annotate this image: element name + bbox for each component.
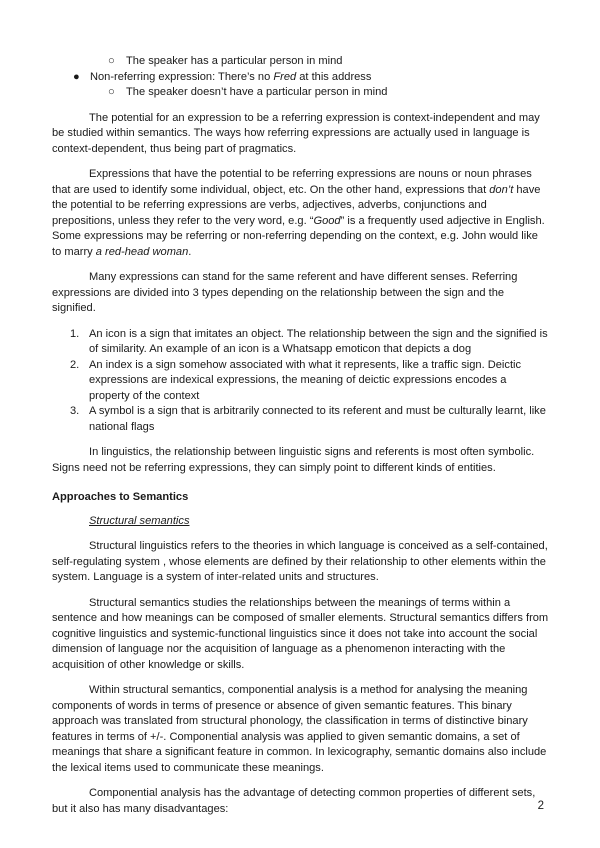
- list-item-text: An icon is a sign that imitates an object. The relationship between the sign and the signified is of similarity. An example of an icon is a Whatsapp emoticon that depicts a dog: [89, 327, 548, 355]
- emphasis-text: don’t: [489, 183, 514, 196]
- list-number: 3.: [70, 405, 80, 417]
- numbered-list-item: [52, 404, 549, 435]
- bullet-item: [52, 70, 549, 86]
- emphasis-text: a red-head woman: [95, 245, 189, 258]
- sub-bullet-text: The speaker has a particular person in mind: [126, 55, 343, 67]
- page-content: [52, 54, 549, 817]
- circle-bullet-icon: ○: [108, 55, 115, 67]
- section-heading: Approaches to Semantics: [52, 491, 189, 503]
- numbered-list: [52, 327, 549, 436]
- paragraph-text: Expressions that have the potential to be referring expressions are nouns or noun phrases that are used to identify some individual, object, etc. On the other hand, expressions that: [52, 168, 532, 196]
- paragraph-symbolic-signs: In linguistics, the relationship between linguistic signs and referents is most often symbolic. Signs need not be referring expressions, they can simply point to different kinds of entities.: [52, 446, 535, 474]
- paragraph-referring-potential: [52, 167, 549, 260]
- paragraph-structural-linguistics: Structural linguistics refers to the theories in which language is conceived as a self-contained, self-regulating system , whose elements are defined by their relationship to other elements within the system. Language is a system of inter-related units and structures.: [52, 540, 548, 583]
- dot-bullet-icon: ●: [73, 70, 80, 83]
- paragraph-text: ” is a frequently used adjective in English. Some expressions may be referring or non-referring depending on the context, e.g. John would like to marry: [52, 214, 545, 258]
- paragraph-structural-semantics: Structural semantics studies the relationships between the meanings of terms within a sentence and how meanings can be composed of smaller elements. Structural semantics differs from cognitive linguistics and systemic-functional linguistics since it does not take into account the social dimension of language nor the acquisition of language as a phenomenon interacting with the acquisition of other knowledge or skills.: [52, 596, 549, 671]
- list-item-text: A symbol is a sign that is arbitrarily connected to its referent and must be culturally learnt, like national flags: [89, 405, 546, 433]
- bullet-text-emphasis: Fred: [273, 70, 297, 83]
- sub-bullet-item: [52, 85, 549, 101]
- paragraph-referent-senses: Many expressions can stand for the same referent and have different senses. Referring expressions are divided into 3 types depending on the relationship between the sign and the signified.: [52, 271, 518, 314]
- list-number: 2.: [70, 358, 80, 371]
- list-number: 1.: [70, 327, 80, 340]
- list-item-text: An index is a sign somehow associated with what it represents, like a traffic sign. Deictic expressions are indexical expressions, the meaning of deictic expressions encodes a property of the context: [89, 358, 522, 402]
- bullet-text: Non-referring expression: There’s no: [90, 70, 274, 83]
- paragraph-text: .: [188, 245, 192, 258]
- emphasis-text: Good: [313, 214, 341, 227]
- sub-bullet-text: The speaker doesn’t have a particular person in mind: [126, 86, 388, 98]
- numbered-list-item: [52, 327, 549, 358]
- paragraph-referring-context: The potential for an expression to be a referring expression is context-independent and may be studied within semantics. The ways how referring expressions are actually used in language is context-dependent, thus being part of pragmatics.: [52, 111, 540, 155]
- circle-bullet-icon: ○: [108, 86, 115, 98]
- page-number: 2: [537, 800, 544, 812]
- bullet-text-tail: at this address: [296, 70, 372, 83]
- subsection-heading: Structural semantics: [89, 514, 190, 527]
- paragraph-text: have the potential to be referring expressions are verbs, adjectives, adverbs, conjunctions and prepositions, unless they refer to the very word, e.g. “: [52, 183, 541, 227]
- paragraph-componential-analysis: Within structural semantics, componential analysis is a method for analysing the meaning components of words in terms of presence or absence of given semantic features. This binary approach was translated from structural phonology, the classification in terms of distinctive binary features in terms of +/-. Componential analysis was applied to given semantic domains, a set of meanings that share a significant feature in common. In lexicography, semantic domains also include the lexical items used to communicate these meanings.: [52, 684, 547, 774]
- sub-bullet-item: [52, 54, 549, 70]
- paragraph-componential-advantages: Componential analysis has the advantage of detecting common properties of different sets, but it also has many disadvantages:: [52, 787, 536, 815]
- numbered-list-item: [52, 358, 549, 405]
